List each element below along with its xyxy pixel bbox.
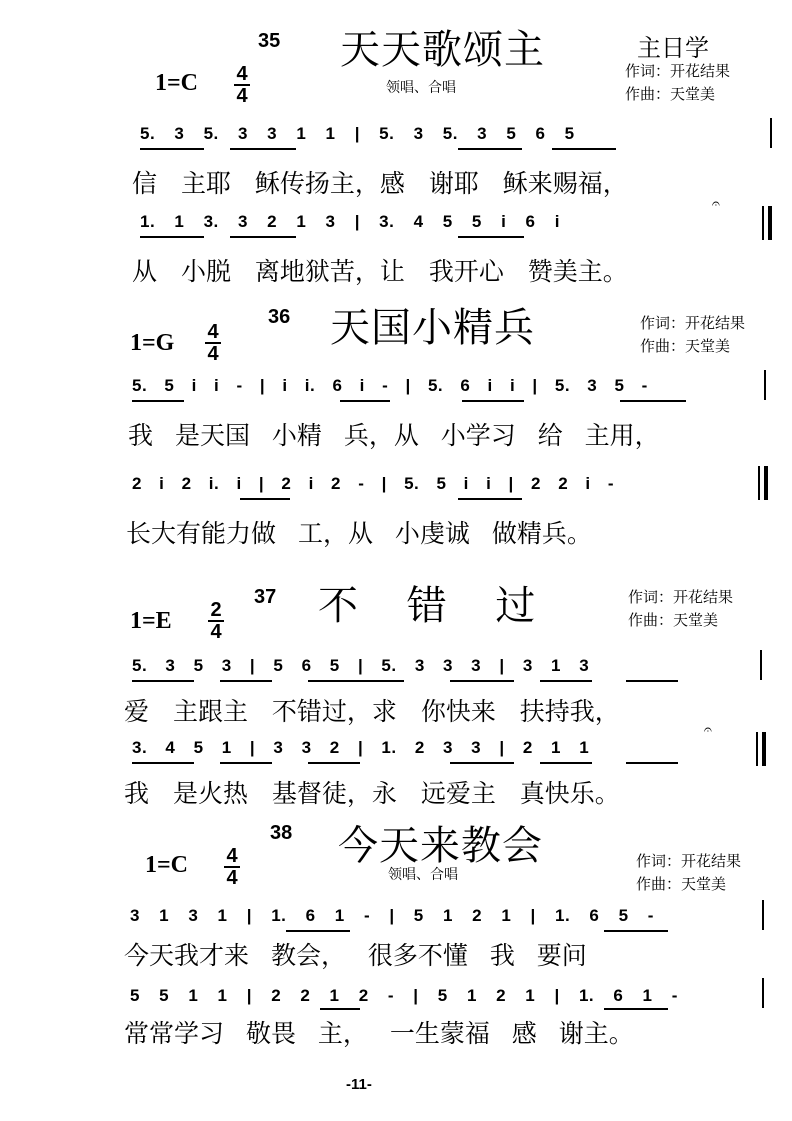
lyricist: 作词：开花结果 bbox=[625, 62, 731, 80]
beam-line bbox=[132, 680, 194, 682]
time-signature bbox=[205, 322, 221, 364]
section-label: 主日学 bbox=[637, 34, 709, 62]
beam-line bbox=[240, 498, 290, 500]
beam-line bbox=[604, 930, 668, 932]
lyrics-line-2: 长大有能力做 工，从 小虔诚 做精兵。 bbox=[126, 519, 592, 548]
song-number: 37 bbox=[254, 586, 277, 608]
lyrics-line-1: 今天我才来 教会， 很多不懂 我 要问 bbox=[124, 941, 587, 970]
beam-line bbox=[308, 680, 404, 682]
performance-note: 领唱、合唱 bbox=[386, 80, 456, 96]
beam-line bbox=[462, 400, 524, 402]
meter-bottom: 4 bbox=[226, 867, 238, 889]
beam-line bbox=[458, 236, 524, 238]
beam-line bbox=[458, 148, 522, 150]
beam-line bbox=[308, 762, 360, 764]
performance-note: 领唱、合唱 bbox=[388, 867, 458, 883]
composer: 作曲：天堂美 bbox=[636, 875, 727, 893]
notes-line-2: 1. 1 3. 3 2 1 3 | 3. 4 5 5 i 6 i bbox=[140, 212, 560, 231]
time-signature bbox=[234, 64, 250, 106]
barline bbox=[760, 650, 762, 680]
song-number: 36 bbox=[268, 306, 291, 328]
song-title: 天国小精兵 bbox=[330, 305, 535, 351]
beam-line bbox=[540, 680, 592, 682]
meter-top: 4 bbox=[236, 63, 248, 85]
credits bbox=[628, 586, 733, 632]
lyrics-line-2: 从 小脱 离地狱苦，让 我开心 赞美主。 bbox=[132, 257, 628, 286]
key-signature: 1=C bbox=[155, 70, 199, 96]
barline bbox=[770, 118, 772, 148]
song-number: 38 bbox=[270, 822, 293, 844]
credits bbox=[625, 60, 730, 106]
lyrics-line-1: 信 主耶 稣传扬主，感 谢耶 稣来赐福， bbox=[132, 169, 628, 198]
meter-top: 2 bbox=[210, 599, 222, 621]
beam-line bbox=[450, 762, 514, 764]
credits bbox=[640, 312, 745, 358]
beam-line bbox=[220, 680, 272, 682]
barline bbox=[762, 900, 764, 930]
beam-line bbox=[220, 762, 272, 764]
meter-top: 4 bbox=[207, 321, 219, 343]
notes-line-2: 5 5 1 1 | 2 2 1 2 - | 5 1 2 1 | 1. 6 1 - bbox=[130, 986, 678, 1005]
barline bbox=[762, 206, 764, 240]
song-number: 35 bbox=[258, 30, 281, 52]
page-number: -11- bbox=[346, 1076, 372, 1093]
lyricist: 作词：开花结果 bbox=[640, 314, 746, 332]
lyricist: 作词：开花结果 bbox=[636, 852, 742, 870]
lyrics-line-2: 常常学习 敬畏 主， 一生蒙福 感 谢主。 bbox=[124, 1019, 634, 1048]
final-barline bbox=[762, 732, 766, 766]
notes-line-1: 5. 5 i i - | i i. 6 i - | 5. 6 i i | 5. 3 5 - bbox=[132, 376, 648, 395]
barline bbox=[762, 978, 764, 1008]
beam-line bbox=[626, 762, 678, 764]
beam-line bbox=[230, 236, 296, 238]
beam-line bbox=[552, 148, 616, 150]
meter-top: 4 bbox=[226, 845, 238, 867]
time-signature bbox=[224, 846, 240, 888]
song-title: 今天来教会 bbox=[338, 823, 543, 869]
song-title: 天天歌颂主 bbox=[340, 27, 545, 73]
beam-line bbox=[140, 236, 204, 238]
key-signature: 1=G bbox=[130, 330, 175, 356]
notes-line-1: 5. 3 5. 3 3 1 1 | 5. 3 5. 3 5 6 5 bbox=[140, 124, 575, 143]
notes-line-1: 5. 3 5 3 | 5 6 5 | 5. 3 3 3 | 3 1 3 bbox=[132, 656, 590, 675]
beam-line bbox=[320, 1008, 360, 1010]
lyrics-line-1: 爱 主跟主 不错过，求 你快来 扶持我， bbox=[124, 697, 620, 726]
beam-line bbox=[540, 762, 592, 764]
barline bbox=[756, 732, 758, 766]
barline bbox=[758, 466, 760, 500]
fermata-icon: 𝄐 bbox=[704, 722, 712, 738]
composer: 作曲：天堂美 bbox=[628, 611, 719, 629]
song-title: 不 错 过 bbox=[318, 583, 537, 629]
lyricist: 作词：开花结果 bbox=[628, 588, 734, 606]
credits bbox=[636, 850, 741, 896]
beam-line bbox=[604, 1008, 668, 1010]
meter-bottom: 4 bbox=[210, 621, 222, 643]
meter-bottom: 4 bbox=[236, 85, 248, 107]
beam-line bbox=[458, 498, 522, 500]
beam-line bbox=[340, 400, 390, 402]
meter-bottom: 4 bbox=[207, 343, 219, 365]
beam-line bbox=[450, 680, 514, 682]
barline bbox=[764, 370, 766, 400]
composer: 作曲：天堂美 bbox=[640, 337, 731, 355]
beam-line bbox=[140, 148, 204, 150]
final-barline bbox=[768, 206, 772, 240]
beam-line bbox=[132, 762, 194, 764]
lyrics-line-2: 我 是火热 基督徒，永 远爱主 真快乐。 bbox=[124, 779, 620, 808]
notes-line-2: 3. 4 5 1 | 3 3 2 | 1. 2 3 3 | 2 1 1 bbox=[132, 738, 590, 757]
beam-line bbox=[230, 148, 296, 150]
beam-line bbox=[626, 680, 678, 682]
final-barline bbox=[764, 466, 768, 500]
beam-line bbox=[132, 400, 184, 402]
notes-line-1: 3 1 3 1 | 1. 6 1 - | 5 1 2 1 | 1. 6 5 - bbox=[130, 906, 654, 925]
lyrics-line-1: 我 是天国 小精 兵，从 小学习 给 主用， bbox=[128, 421, 660, 450]
time-signature bbox=[208, 600, 224, 642]
fermata-icon: 𝄐 bbox=[712, 196, 720, 212]
notes-line-2: 2 i 2 i. i | 2 i 2 - | 5. 5 i i | 2 2 i - bbox=[132, 474, 614, 493]
key-signature: 1=E bbox=[130, 608, 172, 634]
beam-line bbox=[620, 400, 686, 402]
composer: 作曲：天堂美 bbox=[625, 85, 716, 103]
key-signature: 1=C bbox=[145, 852, 189, 878]
beam-line bbox=[286, 930, 350, 932]
